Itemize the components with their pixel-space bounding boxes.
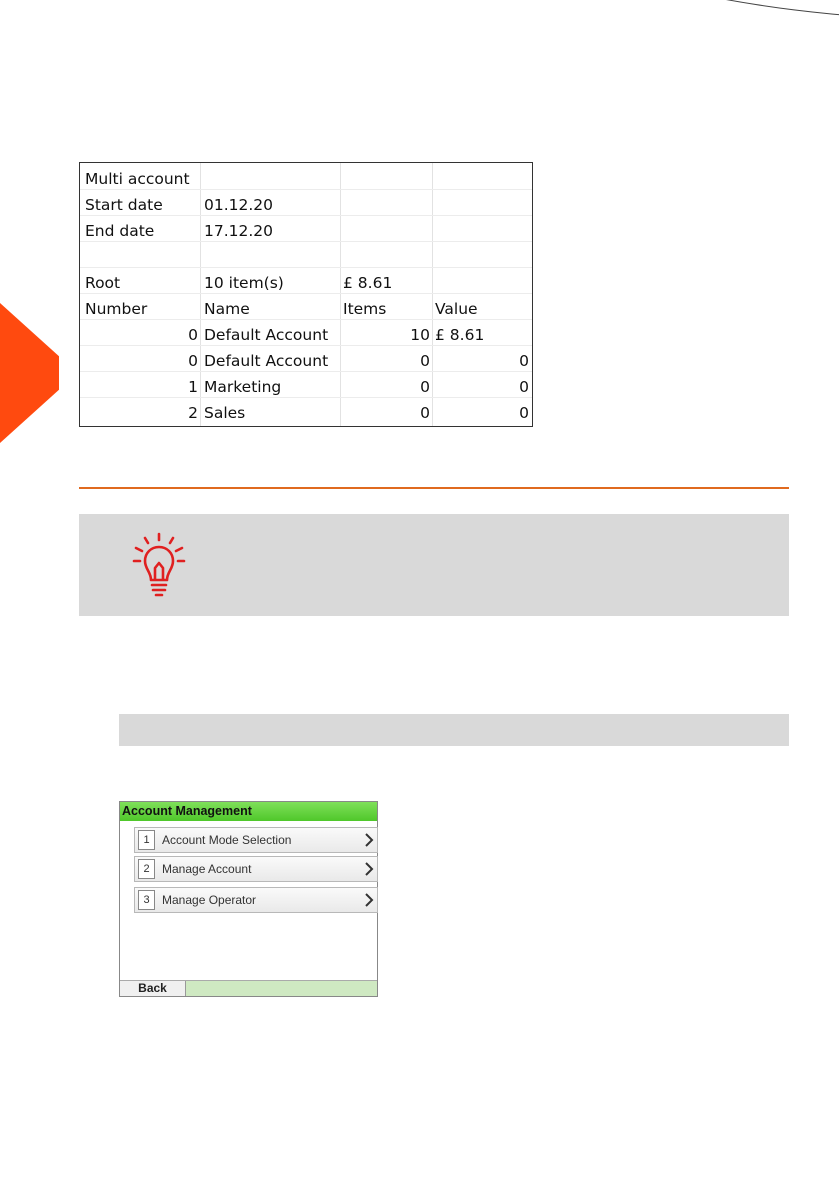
start-date-label: Start date: [85, 196, 163, 214]
back-button[interactable]: Back: [120, 981, 186, 996]
row-name: Default Account: [204, 352, 329, 370]
menu-item-manage-account[interactable]: [134, 856, 378, 882]
row-items: 0: [420, 378, 430, 396]
row-name: Sales: [204, 404, 246, 422]
screen-title: Account Management: [120, 802, 377, 821]
report-title: Multi account: [85, 170, 190, 188]
header-value: Value: [435, 300, 478, 318]
end-date-value: 17.12.20: [204, 222, 274, 240]
row-value: 0: [519, 404, 529, 422]
chevron-right-icon: [363, 861, 375, 877]
menu-item-label: Account Mode Selection: [162, 833, 292, 847]
account-management-screen: [119, 801, 378, 997]
section-divider: [79, 487, 789, 489]
menu-item-number: 2: [138, 859, 155, 879]
page-decoration-arc: [150, 0, 839, 20]
tip-box: [79, 514, 789, 616]
account-report-table: [79, 162, 533, 427]
row-name: Marketing: [204, 378, 282, 396]
row-value: 0: [519, 378, 529, 396]
row-items: 0: [420, 352, 430, 370]
row-value: 0: [519, 352, 529, 370]
step-bar: [119, 714, 789, 746]
header-items: Items: [343, 300, 387, 318]
header-name: Name: [204, 300, 250, 318]
menu-item-label: Manage Operator: [162, 893, 257, 907]
root-label: Root: [85, 274, 121, 292]
menu-item-label: Manage Account: [162, 862, 252, 876]
menu-item-number: 3: [138, 890, 155, 910]
lightbulb-icon: [131, 530, 187, 598]
row-items: 0: [420, 404, 430, 422]
header-number: Number: [85, 300, 148, 318]
start-date-value: 01.12.20: [204, 196, 274, 214]
row-number: 1: [188, 378, 198, 396]
chapter-side-tab: [0, 303, 59, 443]
root-items: 10 item(s): [204, 274, 284, 292]
row-number: 0: [188, 352, 198, 370]
chevron-right-icon: [363, 892, 375, 908]
screen-footer: [120, 980, 377, 996]
row-value: £ 8.61: [435, 326, 485, 344]
menu-item-number: 1: [138, 830, 155, 850]
menu-item-account-mode-selection[interactable]: [134, 827, 378, 853]
end-date-label: End date: [85, 222, 155, 240]
menu-item-manage-operator[interactable]: [134, 887, 378, 913]
row-name: Default Account: [204, 326, 329, 344]
row-number: 0: [188, 326, 198, 344]
chevron-right-icon: [363, 832, 375, 848]
row-items: 10: [410, 326, 430, 344]
row-number: 2: [188, 404, 198, 422]
root-value: £ 8.61: [343, 274, 393, 292]
